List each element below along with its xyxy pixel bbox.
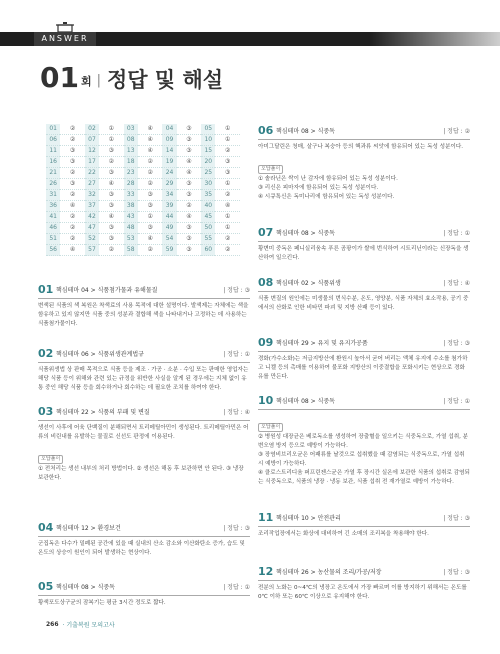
answer-value: ② xyxy=(138,168,162,179)
item-number: 08 xyxy=(258,276,274,289)
question-number: 33 xyxy=(124,190,138,201)
question-number: 14 xyxy=(162,146,176,157)
answer-row xyxy=(46,124,240,135)
question-number: 45 xyxy=(201,212,215,223)
question-number: 37 xyxy=(85,201,99,212)
item-answer: | 정답 : ③ xyxy=(443,515,470,522)
answer-value: ② xyxy=(60,135,84,146)
question-number: 13 xyxy=(124,146,138,157)
exam-unit: 회 xyxy=(80,75,92,88)
answer-value: ④ xyxy=(215,201,240,212)
answer-value: ④ xyxy=(60,201,84,212)
answer-value: ② xyxy=(215,234,240,245)
item-topic: 핵심테마 10 > 안전관리 xyxy=(276,515,341,522)
answer-row xyxy=(46,212,240,223)
answer-value: ② xyxy=(99,157,123,168)
item-topic: 핵심테마 08 > 식중독 xyxy=(276,398,335,405)
answer-value: ② xyxy=(138,245,162,256)
item-answer: | 정답 : ① xyxy=(443,230,470,237)
title-separator: | xyxy=(96,73,101,88)
item-header xyxy=(258,124,470,140)
question-number: 58 xyxy=(124,245,138,256)
question-number: 31 xyxy=(46,190,60,201)
wrong-answer-line: ① 전처리는 생선 내부의 처리 방법이다. ② 생선은 해동 후 보관하면 안 된다. ③ 냉장 보관한다. xyxy=(38,466,244,481)
question-number: 21 xyxy=(46,168,60,179)
answer-value: ② xyxy=(60,234,84,245)
wrong-answer-line: ③ 리신은 피마자에 함유되어 있는 독성 성분이다. xyxy=(258,185,379,191)
answer-value: ② xyxy=(60,223,84,234)
item-header xyxy=(258,394,470,410)
footer xyxy=(46,620,115,629)
item-answer: | 정답 : ① xyxy=(223,351,250,358)
item-number: 05 xyxy=(38,580,54,593)
answer-value: ④ xyxy=(138,135,162,146)
answer-value: ① xyxy=(99,135,123,146)
item-answer: | 정답 : ③ xyxy=(443,340,470,347)
answer-value: ③ xyxy=(99,201,123,212)
book-title: · 기출복원 모의고사 xyxy=(62,622,115,629)
question-number: 50 xyxy=(201,223,215,234)
question-number: 04 xyxy=(162,124,176,135)
wrong-answer-tag: 오답풀이 xyxy=(38,455,63,464)
explanation-item xyxy=(38,580,250,608)
question-number: 17 xyxy=(85,157,99,168)
answer-value: ④ xyxy=(138,124,162,135)
answer-value: ③ xyxy=(177,179,201,190)
item-number: 03 xyxy=(38,405,54,418)
question-number: 11 xyxy=(46,146,60,157)
question-number: 39 xyxy=(162,201,176,212)
answer-value: ① xyxy=(215,124,240,135)
item-answer: | 정답 : ④ xyxy=(223,409,250,416)
wrong-answer-line: ① 솔라닌은 싹이 난 감자에 함유되어 있는 독성 성분이다. xyxy=(258,176,398,182)
question-number: 36 xyxy=(46,201,60,212)
answer-value: ③ xyxy=(177,124,201,135)
question-number: 26 xyxy=(46,179,60,190)
item-topic: 핵심테마 22 > 식품의 부패 및 변질 xyxy=(56,409,150,416)
item-topic: 핵심테마 02 > 식품위생 xyxy=(276,280,341,287)
answer-value: ③ xyxy=(138,201,162,212)
item-number: 10 xyxy=(258,394,274,407)
item-body: 황색포도상구균의 잠복기는 평균 3시간 정도로 짧다. xyxy=(38,600,166,606)
item-body: 변색된 식품의 색 복원은 착색료의 사용 목적에 대한 설명이다. 발색제는 자체에는 색을 함유하고 있지 않지만 식품 중의 성분과 결합해 색을 나타내거나 고정하는 데 사용하는 식품첨가물이다. xyxy=(38,303,249,327)
item-header xyxy=(258,336,470,352)
answer-value: ① xyxy=(99,124,123,135)
answer-value: ③ xyxy=(60,157,84,168)
answer-value: ② xyxy=(60,190,84,201)
answer-value: ③ xyxy=(177,234,201,245)
question-number: 55 xyxy=(201,234,215,245)
wrong-answer-line: ③ 장염비브리오균은 어패류를 날것으로 섭취했을 때 감염되는 식중독으로, 가열 섭취 시 예방이 가능하다. xyxy=(258,452,465,467)
item-number: 07 xyxy=(258,226,274,239)
answer-value: ④ xyxy=(99,179,123,190)
question-number: 52 xyxy=(85,234,99,245)
item-answer: | 정답 : ① xyxy=(443,398,470,405)
item-body: 아미그달린은 청매, 살구나 복숭아 등의 핵과류 씨앗에 함유되어 있는 독성 성분이다. xyxy=(258,144,464,150)
question-number: 35 xyxy=(201,190,215,201)
question-number: 54 xyxy=(162,234,176,245)
answer-row xyxy=(46,201,240,212)
question-number: 01 xyxy=(46,124,60,135)
answer-value: ② xyxy=(215,245,240,256)
pot-icon xyxy=(56,21,74,32)
explanation-item xyxy=(258,276,470,313)
answer-value: ④ xyxy=(177,212,201,223)
item-answer: | 정답 : ③ xyxy=(443,569,470,576)
question-number: 20 xyxy=(201,157,215,168)
page-number: 266 xyxy=(46,621,59,628)
question-number: 24 xyxy=(162,168,176,179)
wrong-answer-line: ② 병원성 대장균은 베로독소를 생성하여 장출혈을 일으키는 식중독으로, 가열 섭취, 분변오염 방지 등으로 예방이 가능하다. xyxy=(258,434,469,449)
item-header xyxy=(38,521,250,537)
answer-value: ④ xyxy=(177,168,201,179)
item-topic: 핵심테마 08 > 식중독 xyxy=(276,230,335,237)
answer-row xyxy=(46,146,240,157)
question-number: 38 xyxy=(124,201,138,212)
explanation-item xyxy=(38,283,250,329)
question-number: 30 xyxy=(201,179,215,190)
answer-value: ① xyxy=(215,135,240,146)
answer-value: ② xyxy=(60,168,84,179)
question-number: 03 xyxy=(124,124,138,135)
question-number: 28 xyxy=(124,179,138,190)
answer-row xyxy=(46,223,240,234)
question-number: 32 xyxy=(85,190,99,201)
answer-row xyxy=(46,190,240,201)
question-number: 18 xyxy=(124,157,138,168)
item-answer: | 정답 : ③ xyxy=(223,525,250,532)
question-number: 15 xyxy=(201,146,215,157)
question-number: 43 xyxy=(124,212,138,223)
answer-value: ② xyxy=(60,212,84,223)
answer-row xyxy=(46,168,240,179)
item-topic: 핵심테마 12 > 환경보건 xyxy=(56,525,121,532)
question-number: 49 xyxy=(162,223,176,234)
answer-value: ③ xyxy=(138,223,162,234)
question-number: 56 xyxy=(46,245,60,256)
answer-value: ③ xyxy=(138,190,162,201)
question-number: 44 xyxy=(162,212,176,223)
item-body: 식품 변질의 원인에는 미생물의 번식수분, 온도, 영양분, 식품 자체의 효소작용, 공기 중에서의 산화로 인한 비타민 파괴 및 지방 산패 등이 있다. xyxy=(258,296,469,311)
item-answer: | 정답 : ④ xyxy=(443,280,470,287)
item-answer: | 정답 : ② xyxy=(443,128,470,135)
question-number: 40 xyxy=(201,201,215,212)
explanation-item xyxy=(38,521,250,558)
wrong-answer-line: ④ 시큐톡신은 독미나리에 함유되어 있는 독성 성분이다. xyxy=(258,194,395,200)
question-number: 08 xyxy=(124,135,138,146)
question-number: 60 xyxy=(201,245,215,256)
item-header xyxy=(258,226,470,242)
item-body: 전분의 노화는 0~4℃의 냉장고 온도에서 가장 빠르며 이를 방지하기 위해서는 온도를 0℃ 이하 또는 60℃ 이상으로 유지해야 한다. xyxy=(258,585,467,600)
item-topic: 핵심테마 26 > 농산물의 조리/가공/저장 xyxy=(276,569,382,576)
item-topic: 핵심테마 04 > 식품첨가물과 유해물질 xyxy=(56,287,158,294)
answer-value: ① xyxy=(215,179,240,190)
answer-value: ② xyxy=(138,179,162,190)
item-header xyxy=(258,276,470,292)
wrong-answer-tag: 오답풀이 xyxy=(258,423,283,432)
wrong-answer-line: ④ 클로스트리디움 퍼프린젠스균은 가열 후 장시간 실온에 보관한 식품의 섭취로 감염되는 식중독으로, 식품의 냉장 · 냉동 보관, 식품 섭취 전 재가열로 예방이 가능하다. xyxy=(258,470,470,485)
item-topic: 핵심테마 06 > 식품위생관계법규 xyxy=(56,351,144,358)
item-number: 04 xyxy=(38,521,54,534)
item-header xyxy=(38,580,250,596)
answer-grid xyxy=(46,124,240,256)
answer-tab: ANSWER xyxy=(34,32,96,46)
answer-value: ③ xyxy=(60,179,84,190)
question-number: 25 xyxy=(201,168,215,179)
question-number: 23 xyxy=(124,168,138,179)
item-header xyxy=(38,347,250,363)
item-header xyxy=(38,283,250,299)
item-topic: 핵심테마 29 > 유지 및 유지가공품 xyxy=(276,340,368,347)
answer-value: ② xyxy=(215,146,240,157)
answer-row xyxy=(46,135,240,146)
item-body: 황변미 중독은 페니실리움속 푸른 곰팡이가 쌀에 번식하여 시트리닌이라는 신장독을 생산하여 일으킨다. xyxy=(258,246,469,261)
question-number: 02 xyxy=(85,124,99,135)
answer-value: ④ xyxy=(138,234,162,245)
exam-number: 01 xyxy=(40,61,79,94)
question-number: 07 xyxy=(85,135,99,146)
wrong-answer-tag: 오답풀이 xyxy=(258,165,283,174)
answer-value: ② xyxy=(138,157,162,168)
item-body: 군집독은 다수가 밀폐된 공간에 있을 때 실내의 산소 감소와 이산화탄소 증가, 습도 및 온도의 상승이 원인이 되어 발생하는 현상이다. xyxy=(38,541,245,556)
answer-value: ① xyxy=(215,223,240,234)
item-number: 09 xyxy=(258,336,274,349)
answer-row xyxy=(46,245,240,256)
answer-value: ② xyxy=(215,190,240,201)
question-number: 59 xyxy=(162,245,176,256)
explanation-item xyxy=(258,565,470,602)
question-number: 05 xyxy=(201,124,215,135)
answer-value: ② xyxy=(177,201,201,212)
answer-value: ① xyxy=(138,212,162,223)
item-number: 11 xyxy=(258,511,274,524)
item-topic: 핵심테마 08 > 식중독 xyxy=(276,128,335,135)
item-answer: | 정답 : ③ xyxy=(223,287,250,294)
question-number: 16 xyxy=(46,157,60,168)
answer-row xyxy=(46,234,240,245)
answer-value: ① xyxy=(215,212,240,223)
question-number: 12 xyxy=(85,146,99,157)
item-body: 식품위생법 상 판매 목적으로 식품 등을 제조 · 가공 · 소분 · 수입 또는 판매한 영업자는 해당 식품 등이 위해와 관련 있는 규정을 위반한 사실을 알게 된 경우에는 지체 없이 유통 중인 해당 식품 등을 회수하거나 회수하는 데 필요한 조치를 하여야 한다. xyxy=(38,367,249,391)
question-number: 10 xyxy=(201,135,215,146)
question-number: 22 xyxy=(85,168,99,179)
item-header xyxy=(258,565,470,581)
answer-value: ③ xyxy=(99,234,123,245)
question-number: 34 xyxy=(162,190,176,201)
answer-value: ③ xyxy=(177,223,201,234)
answer-value: ③ xyxy=(60,146,84,157)
item-number: 01 xyxy=(38,283,54,296)
answer-value: ④ xyxy=(177,157,201,168)
answer-value: ④ xyxy=(138,146,162,157)
answer-value: ④ xyxy=(99,212,123,223)
answer-value: ③ xyxy=(177,190,201,201)
item-number: 06 xyxy=(258,124,274,137)
question-number: 09 xyxy=(162,135,176,146)
item-body: 경화(가수소화)는 저급지방산에 환원시 높아서 굳어 버리는 액체 유지에 수소를 첨가하고 니켈 등의 촉매를 이용하여 불포화 지방산의 이중결합을 포화시키는 현상으로 경화유를 만든다. xyxy=(258,356,468,380)
question-number: 27 xyxy=(85,179,99,190)
item-body: 조리작업장에서는 화상에 대비하여 긴 소매의 조리복을 착용해야 한다. xyxy=(258,531,429,537)
answer-value: ③ xyxy=(177,245,201,256)
question-number: 53 xyxy=(124,234,138,245)
answer-value: ② xyxy=(99,245,123,256)
question-number: 42 xyxy=(85,212,99,223)
explanation-item xyxy=(258,226,470,263)
item-number: 02 xyxy=(38,347,54,360)
answer-value: ③ xyxy=(99,223,123,234)
answer-value: ③ xyxy=(215,157,240,168)
question-number: 47 xyxy=(85,223,99,234)
item-header xyxy=(258,511,470,527)
answer-row xyxy=(46,157,240,168)
question-number: 48 xyxy=(124,223,138,234)
explanation-item xyxy=(258,394,470,487)
question-number: 51 xyxy=(46,234,60,245)
item-answer: | 정답 : ① xyxy=(223,584,250,591)
item-topic: 핵심테마 08 > 식중독 xyxy=(56,584,115,591)
explanation-item xyxy=(258,511,470,539)
answer-value: ④ xyxy=(60,245,84,256)
answer-value: ③ xyxy=(177,146,201,157)
answer-value: ③ xyxy=(177,135,201,146)
item-body: 생선이 사후에 어육 단백질이 분해되면서 트리메틸아민이 생성된다. 트리메틸아민은 어류의 비린내를 유발하는 물질로 신선도 판정에 이용된다. xyxy=(38,425,249,440)
answer-value: ③ xyxy=(99,146,123,157)
answer-row xyxy=(46,179,240,190)
answer-value: ② xyxy=(60,124,84,135)
answer-value: ③ xyxy=(99,190,123,201)
explanation-item xyxy=(258,124,470,202)
explanation-item xyxy=(258,336,470,382)
question-number: 29 xyxy=(162,179,176,190)
item-number: 12 xyxy=(258,565,274,578)
answer-value: ③ xyxy=(99,168,123,179)
question-number: 46 xyxy=(46,223,60,234)
item-header xyxy=(38,405,250,421)
answer-value: ③ xyxy=(215,168,240,179)
question-number: 57 xyxy=(85,245,99,256)
question-number: 06 xyxy=(46,135,60,146)
explanation-item xyxy=(38,405,250,483)
question-number: 41 xyxy=(46,212,60,223)
page-title xyxy=(40,62,223,92)
question-number: 19 xyxy=(162,157,176,168)
title-text: 정답 및 해설 xyxy=(107,68,224,92)
explanation-item xyxy=(38,347,250,393)
